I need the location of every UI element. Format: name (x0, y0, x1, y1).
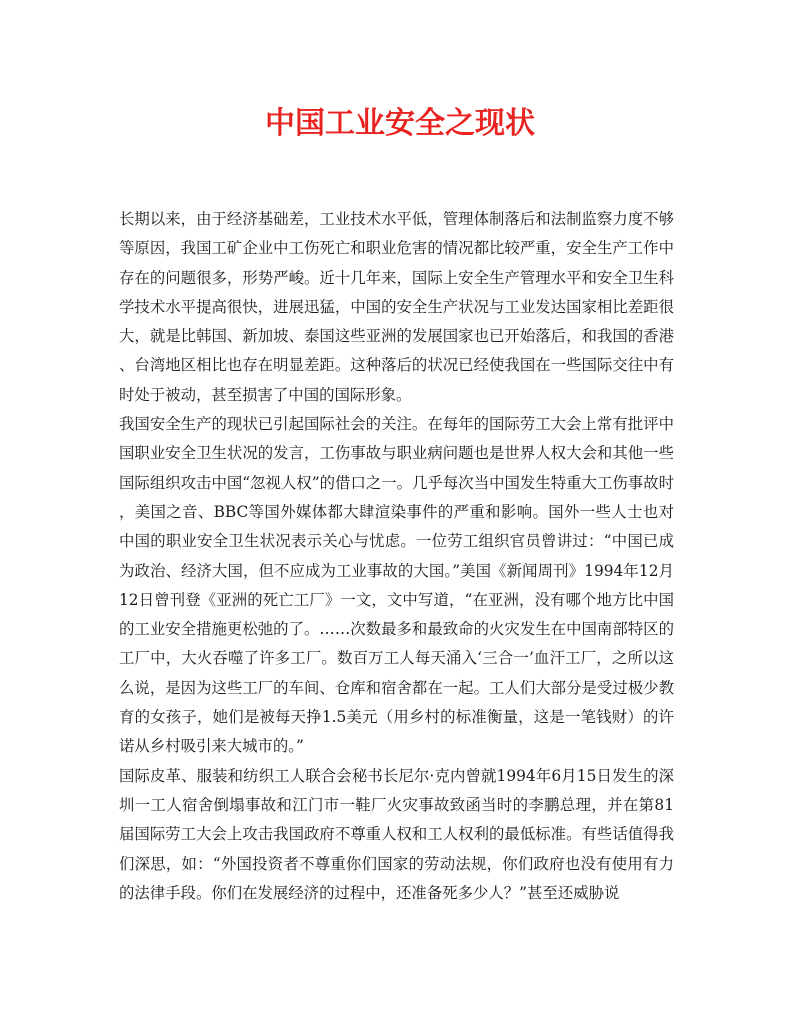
article-body (119, 205, 674, 908)
paragraph-3: 国际皮革、服装和纺织工人联合会秘书长尼尔·克内曾就1994年6月15日发生的深圳一工人宿舍倒塌事故和江门市一鞋厂火灾事故致函当时的李鹏总理，并在第81届国际劳工大会上攻击我国政府不尊重人权和工人权利的最低标准。有些话值得我们深思，如：“外国投资者不尊重你们国家的劳动法规，你们政府也没有使用有力的法律手段。你们在发展经济的过程中，还准备死多少人？”甚至还威胁说 (119, 766, 674, 902)
paragraph-2: 我国安全生产的现状已引起国际社会的关注。在每年的国际劳工大会上常有批评中国职业安全卫生状况的发言，工伤事故与职业病问题也是世界人权大会和其他一些国际组织攻击中国“忽视人权”的借口之一。几乎每次当中国发生特重大工伤事故时，美国之音、BBC等国外媒体都大肆渲染事件的严重和影响。国外一些人士也对中国的职业安全卫生状况表示关心与忧虑。一位劳工组织官员曾讲过：“中国已成为政治、经济大国，但不应成为工业事故的大国。”美国《新闻周刊》1994年12月12日曾刊登《亚洲的死亡工厂》一文，文中写道，“在亚洲，没有哪个地方比中国的工业安全措施更松弛的了。……次数最多和最致命的火灾发生在中国南部特区的工厂中，大火吞噬了许多工厂。数百万工人每天涌入‘三合一’血汗工厂，之所以这么说，是因为这些工厂的车间、仓库和宿舍都在一起。工人们大部分是受过极少教育的女孩子，她们是被每天挣1.5美元（用乡村的标准衡量，这是一笔钱财）的许诺从乡村吸引来大城市的。” (119, 415, 674, 756)
paragraph-1: 长期以来，由于经济基础差，工业技术水平低，管理体制落后和法制监察力度不够等原因，我国工矿企业中工伤死亡和职业危害的情况都比较严重，安全生产工作中存在的问题很多，形势严峻。近十几年来，国际上安全生产管理水平和安全卫生科学技术水平提高很快，进展迅猛，中国的安全生产状况与工业发达国家相比差距很大，就是比韩国、新加坡、泰国这些亚洲的发展国家也已开始落后，和我国的香港、台湾地区相比也存在明显差距。这种落后的状况已经使我国在一些国际交往中有时处于被动，甚至损害了中国的国际形象。 (119, 210, 674, 404)
page-title: 中国工业安全之现状 (265, 106, 535, 141)
